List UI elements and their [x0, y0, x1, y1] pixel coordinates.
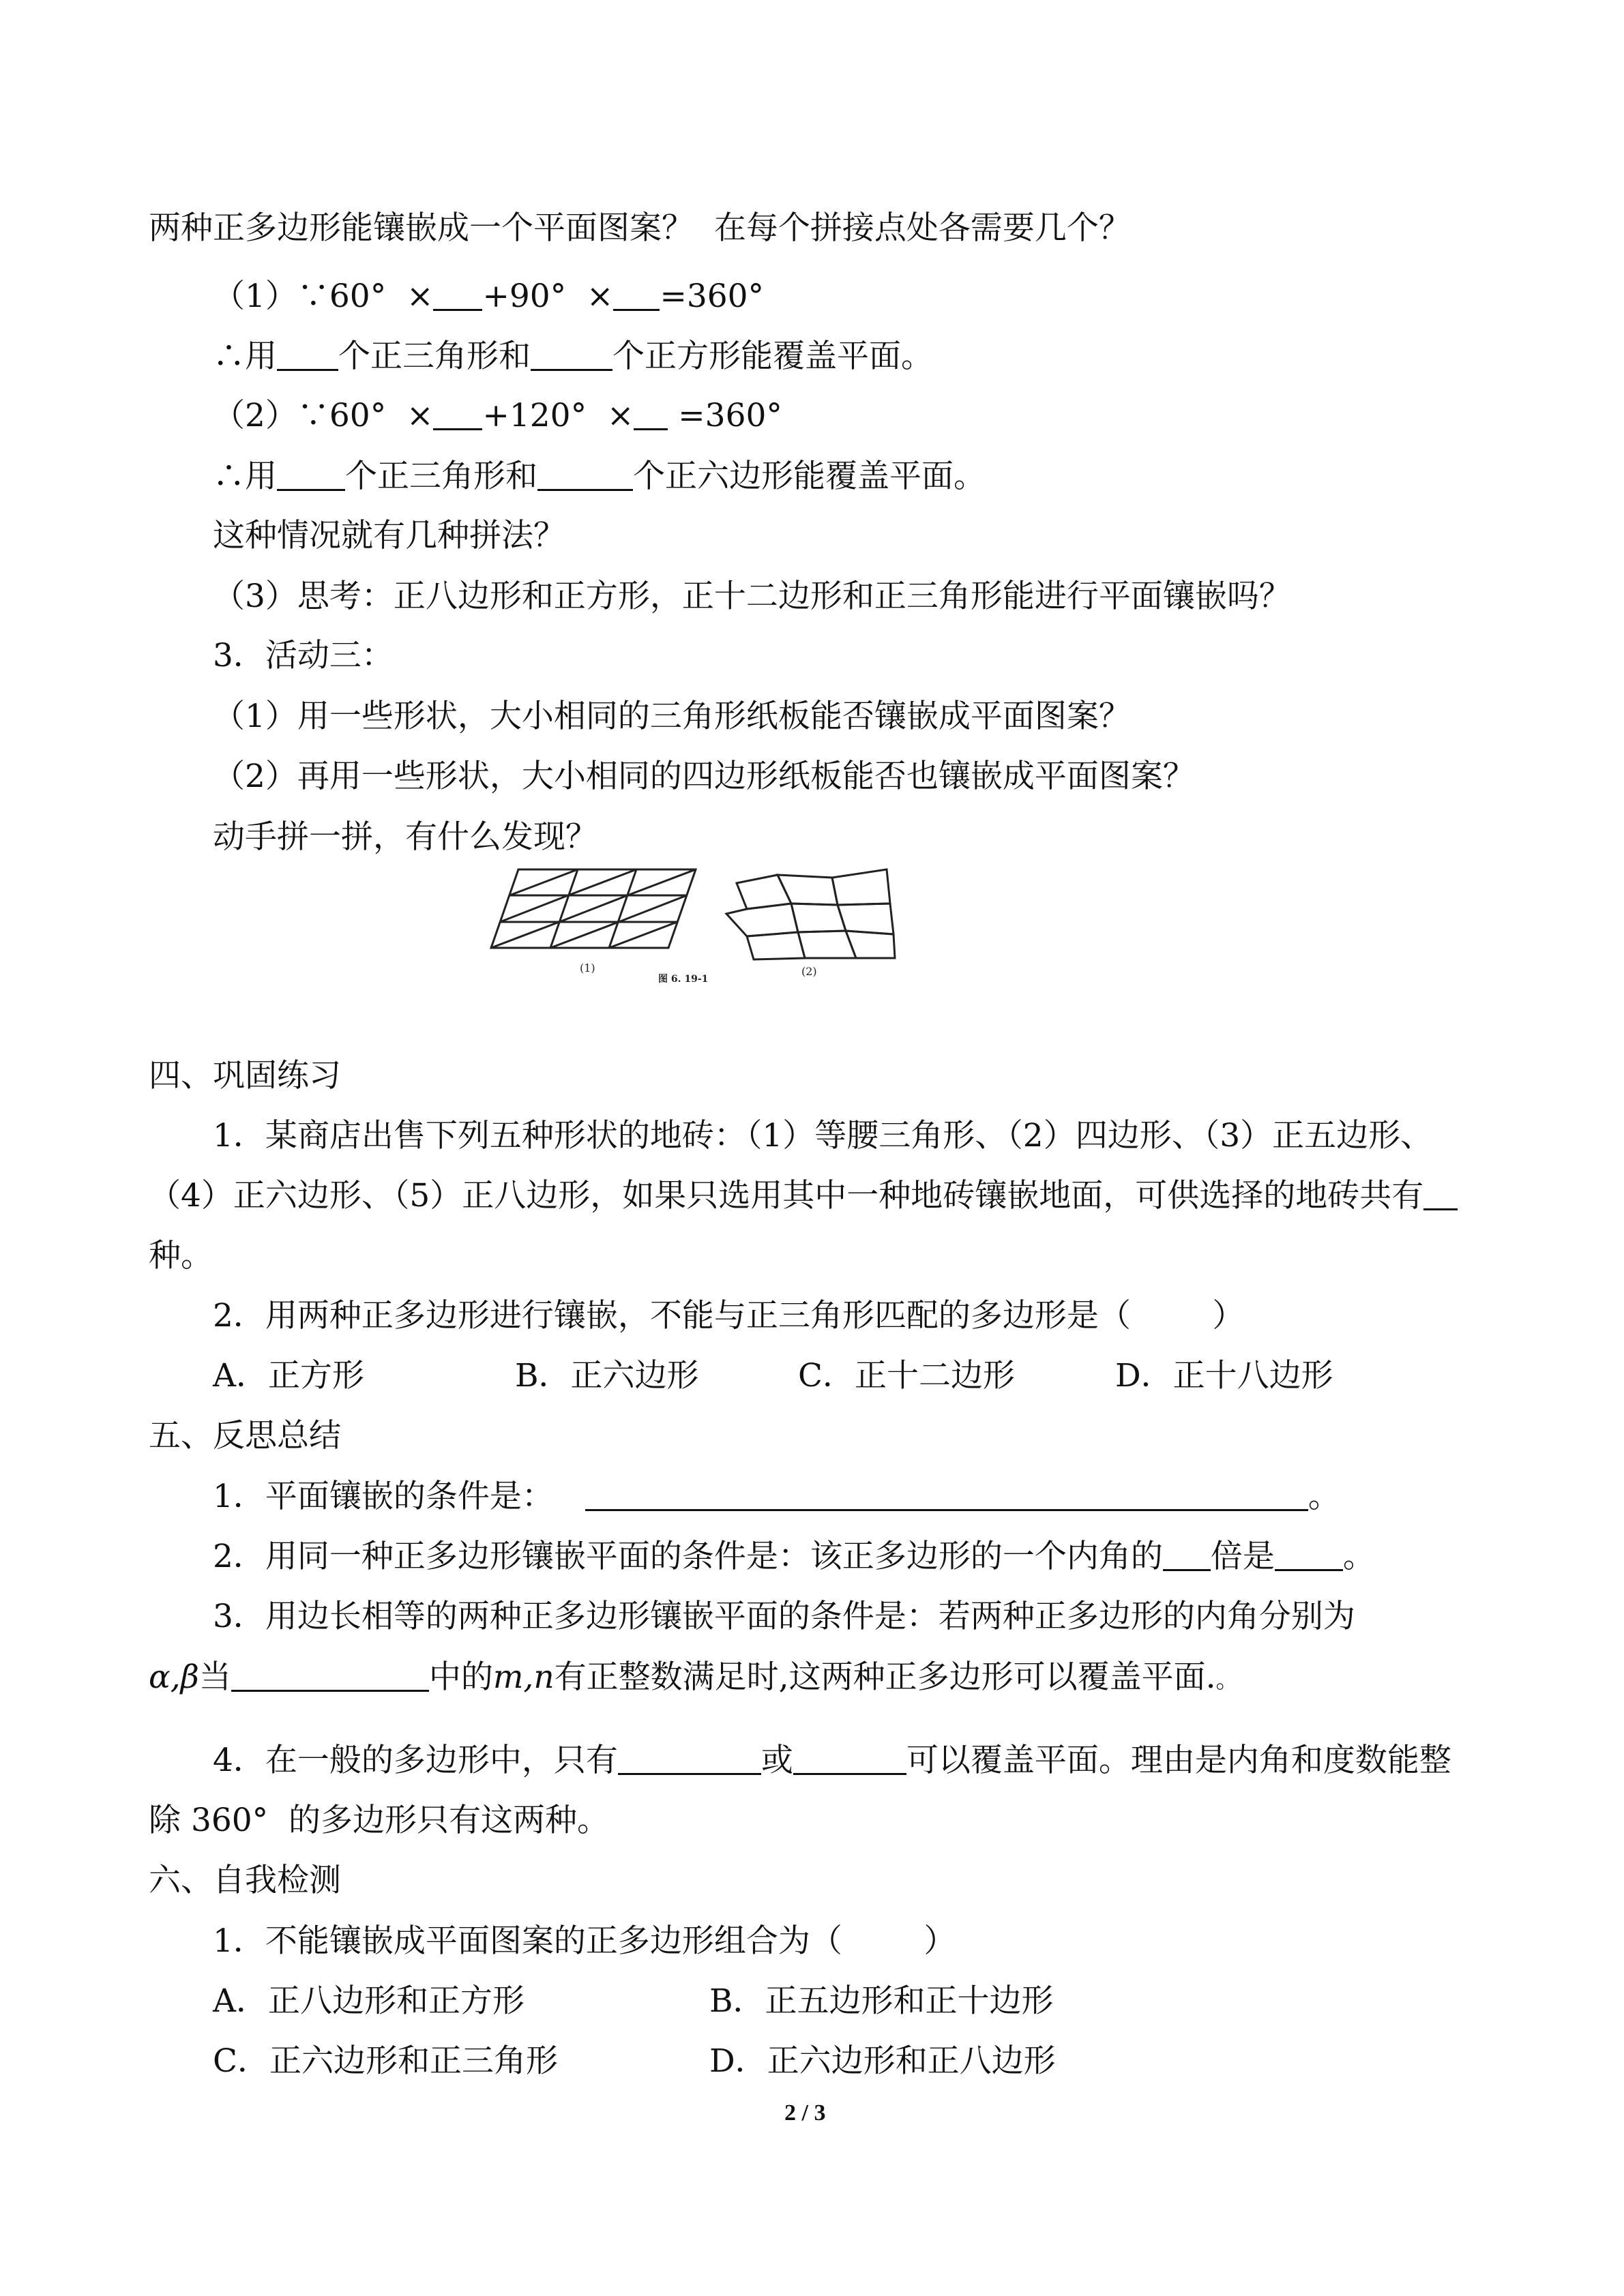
- exercise-1-line-2: （4）正六边形、（5）正八边形，如果只选用其中一种地砖镶嵌地面，可供选择的地砖共有: [149, 1176, 1458, 1217]
- summary-4-line-2: 除 360° 的多边形只有这两种。: [149, 1802, 610, 1839]
- equation-2: （2）∵60° × +120° × =360°: [213, 397, 782, 434]
- page-number: 2 / 3: [784, 2100, 826, 2126]
- intro-question: 两种正多边形能镶嵌成一个平面图案？ 在每个拼接点处各需要几个？: [149, 209, 1131, 247]
- tessellation-figure: [477, 856, 914, 992]
- activity-3-heading: 3．活动三：: [213, 637, 394, 674]
- self-test-1-option-c: C．正六边形和正三角形: [213, 2042, 558, 2080]
- think-question: （3）思考：正八边形和正方形，正十二边形和正三角形能进行平面镶嵌吗？: [213, 578, 1291, 615]
- exercise-2: 2．用两种正多边形进行镶嵌，不能与正三角形匹配的多边形是（ ）: [213, 1297, 1245, 1335]
- ways-question: 这种情况就有几种拼法？: [213, 517, 565, 554]
- quadrilateral-tessellation: [726, 869, 895, 959]
- summary-1: 1．平面镶嵌的条件是： 。: [213, 1478, 1340, 1515]
- section-6-heading: 六、自我检测: [149, 1862, 341, 1899]
- triangle-tessellation: [491, 869, 696, 948]
- section-5-heading: 五、反思总结: [149, 1417, 341, 1455]
- summary-2: 2．用同一种正多边形镶嵌平面的条件是：该正多边形的一个内角的 倍是 。: [213, 1538, 1375, 1575]
- result-2: ∴用 个正三角形和 个正六边形能覆盖平面。: [213, 458, 986, 495]
- summary-3-line-1: 3．用边长相等的两种正多边形镶嵌平面的条件是：若两种正多边形的内角分别为: [213, 1598, 1355, 1635]
- section-4-heading: 四、巩固练习: [149, 1057, 341, 1094]
- exercise-1-line-3: 种。: [149, 1237, 213, 1274]
- figure-caption: 图 6. 19-1: [658, 974, 709, 985]
- exercise-2-option-b: B．正六边形: [515, 1357, 699, 1395]
- equation-1: （1）∵60° × +90° × =360°: [213, 278, 765, 315]
- exercise-2-option-a: A．正方形: [213, 1357, 364, 1395]
- self-test-1-option-d: D．正六边形和正八边形: [709, 2042, 1056, 2080]
- summary-4-line-1: 4．在一般的多边形中，只有 或 可以覆盖平面。理由是内角和度数能整: [213, 1742, 1451, 1779]
- self-test-1: 1．不能镶嵌成平面图案的正多边形组合为（ ）: [213, 1922, 956, 1960]
- self-test-1-option-a: A．正八边形和正方形: [213, 1982, 525, 2020]
- exercise-1-line-1: 1．某商店出售下列五种形状的地砖：（1）等腰三角形、（2）四边形、（3）正五边形、: [213, 1117, 1433, 1154]
- figure-label-2: (2): [801, 965, 817, 978]
- result-1: ∴用 个正三角形和 个正方形能覆盖平面。: [213, 338, 933, 375]
- try-prompt: 动手拼一拼，有什么发现？: [213, 818, 597, 856]
- figure-label-1: (1): [580, 961, 595, 974]
- self-test-1-option-b: B．正五边形和正十边形: [709, 1982, 1054, 2020]
- summary-3-line-2: α,β当 中的m,n有正整数满足时,这两种正多边形可以覆盖平面.。: [149, 1658, 1239, 1696]
- tessellation-figure-svg: [477, 856, 914, 992]
- activity-3-item-2: （2）再用一些形状，大小相同的四边形纸板能否也镶嵌成平面图案？: [213, 758, 1195, 795]
- exercise-2-option-c: C．正十二边形: [798, 1357, 1015, 1395]
- activity-3-item-1: （1）用一些形状，大小相同的三角形纸板能否镶嵌成平面图案？: [213, 698, 1131, 735]
- exercise-2-option-d: D．正十八边形: [1115, 1357, 1333, 1395]
